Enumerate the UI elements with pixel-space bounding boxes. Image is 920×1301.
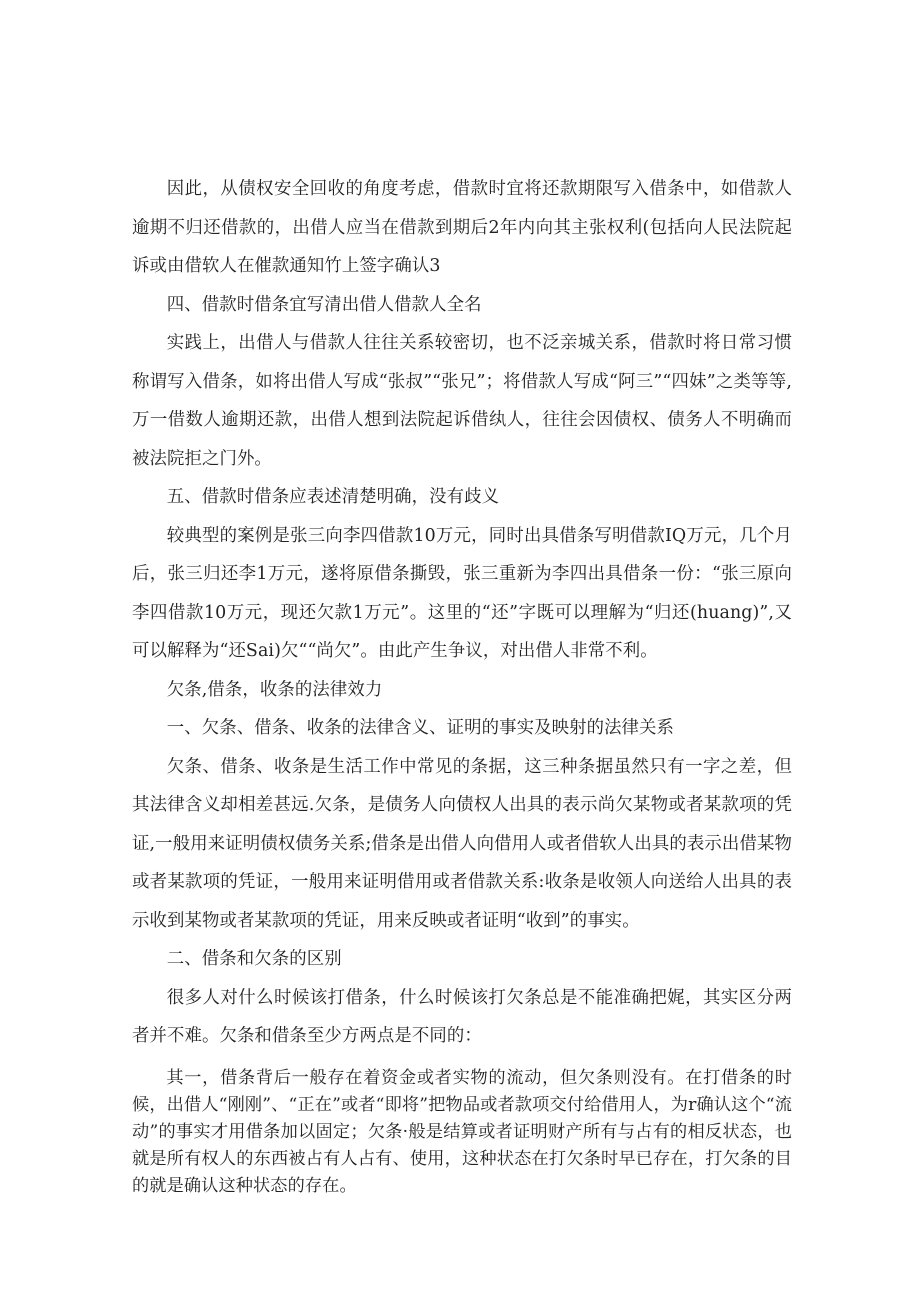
section-heading-clear-wording: 五、借款时借条应表述清楚明确，没有歧义 [166,487,500,507]
paragraph-difference-intro: 很多人对什么时候该打借条，什么时候该打欠条总是不能准确把娓，其实区分两者并不难。欠条和借条至少方两点是不同的： [132,987,792,1046]
paragraph-case-example: 较典型的案例是张三向李四借款10万元，同时出具借条写明借款IQ万元，几个月后，张三归还李1万元，遂将原借条撕毁，张三重新为李四出具借条一份：“张三原向李四借款10万元，现还欠款1万元”。这里的“还”字既可以理解为“归还(huang)”,又可以解释为“还Sai)欠““尚欠”。由此产生争议，对出借人非常不利。 [132,525,792,661]
paragraph-repayment-term: 因此，从债权安全回收的角度考虑，借款时宜将还款期限写入借条中，如借款人逾期不归还借款的，出借人应当在借款到期后2年内向其主张权利(包括向人民法院起诉或由借软人在催款通知竹上签字确认3 [132,179,792,276]
section-heading-legal-meaning: 一、欠条、借条、收条的法律含义、证明的事实及映射的法律关系 [166,718,675,738]
paragraph-difference-first: 其一，借条背后一般存在着资金或者实物的流动，但欠条则没有。在打借条的时候，出借人“刚刚”、“正在”或者“即将”把物品或者款项交付给借用人，为r确认这个“流动”的事实才用借条加以固定；欠条·般是结算或者证明财产所有与占有的相反状态，也就是所有权人的东西被占有人占有、使用，这种状态在打欠条时早已存在，打欠条的目的就是确认这种状态的存在。 [132,1067,792,1196]
section-heading-difference: 二、借条和欠条的区别 [166,949,342,969]
document-subtitle: 欠条,借条，收条的法律效力 [166,679,383,700]
section-heading-full-names: 四、借款时借条宜写清出借人借款人全名 [166,294,482,315]
document-body [132,170,792,1200]
paragraph-full-names: 实践上，出借人与借款人往往关系较密切，也不泛亲城关系，借款时将日常习惯称谓写入借条，如将出借人写成“张叔”“张兄”；将借款人写成“阿三”“四妹”之类等等,万一借数人逾期还款，出借人想到法院起诉借纨人，往往会因债权、债务人不明确而被法院拒之门外。 [132,333,792,469]
paragraph-legal-meaning: 欠条、借条、收条是生活工作中常见的条据，这三种条据虽然只有一字之差，但其法律含义却相差甚远.欠条，是债务人向债权人出具的表示尚欠某物或者某款项的凭证,一般用来证明债权债务关系;借条是出借人向借用人或者借软人出具的表示出借某物或者某款项的凭证，一般用来证明借用或者借款关系:收条是收领人向送给人出具的表示收到某物或者某款项的凭证，用来反映或者证明“收到”的事实。 [132,756,792,931]
